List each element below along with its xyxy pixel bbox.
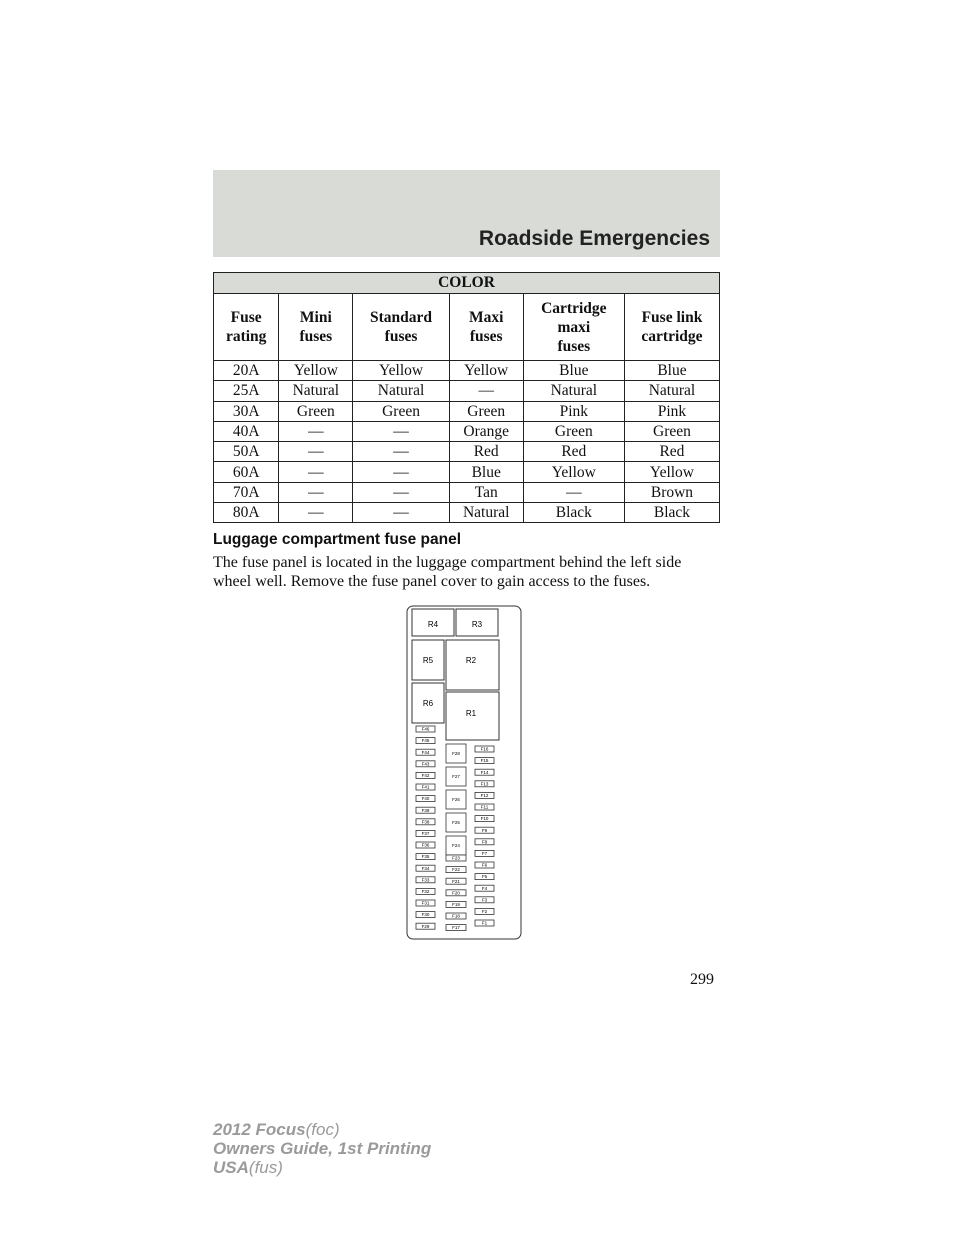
table-cell: Green (449, 401, 523, 421)
table-cell: — (279, 482, 353, 502)
table-cell: Blue (449, 462, 523, 482)
column-header-line: Standard (370, 309, 433, 326)
column-header-line: fuses (299, 328, 333, 345)
relay-box-r2 (446, 640, 499, 690)
fuse-label: F8 (481, 839, 488, 845)
fuse-label: F28 (452, 751, 460, 757)
fuse-label: F13 (480, 781, 489, 787)
table-cell: Blue (523, 361, 624, 381)
table-cell: — (353, 462, 449, 482)
footer-model: 2012 Focus (213, 1120, 306, 1139)
fuse-label: F44 (421, 749, 430, 755)
fuse-label: F19 (452, 902, 460, 907)
table-cell: 25A (214, 381, 279, 401)
relay-label-r6: R6 (422, 699, 434, 708)
relay-label-r3: R3 (471, 620, 483, 629)
column-header-line: cartridge (641, 328, 703, 345)
fuse-label: F16 (480, 746, 489, 752)
fuse-label: F45 (421, 738, 430, 744)
fuse-label: F42 (421, 773, 430, 778)
fuse-label: F20 (452, 890, 460, 896)
footer-model-code: (foc) (305, 1120, 340, 1139)
table-cell: Yellow (523, 462, 624, 482)
footer-line-3 (213, 1158, 431, 1177)
relay-label-r5: R5 (422, 656, 434, 665)
fuse-label: F27 (452, 774, 460, 780)
table-cell: Green (279, 401, 353, 421)
table-cell: Pink (523, 401, 624, 421)
table-cell: Natural (523, 381, 624, 401)
footer-market-code: (fus) (248, 1158, 283, 1177)
table-group-header: COLOR (214, 273, 720, 294)
fuse-label: F4 (481, 885, 488, 891)
table-cell: — (353, 482, 449, 502)
fuse-label: F29 (421, 923, 430, 929)
footer-line-1 (213, 1120, 431, 1139)
table-row (214, 381, 720, 401)
table-cell: Red (624, 442, 719, 462)
fuse-label: F34 (421, 865, 430, 871)
table-cell: Yellow (279, 361, 353, 381)
body-paragraph: The fuse panel is located in the luggage compartment behind the left side wheel well. Remove the fuse panel cover to gain access to the fuses. (213, 554, 682, 590)
table-cell: Green (624, 421, 719, 441)
table-cell: Yellow (353, 361, 449, 381)
table-cell: Brown (624, 482, 719, 502)
table-cell: Green (523, 421, 624, 441)
fuse-label: F7 (481, 851, 488, 856)
fuse-label: F41 (421, 784, 430, 790)
fuse-label: F21 (452, 878, 460, 884)
table-cell: Tan (449, 482, 523, 502)
footer-market: USA (213, 1158, 249, 1177)
relay-label-r4: R4 (427, 620, 439, 629)
fuse-label: F43 (421, 761, 430, 767)
table-cell: Red (449, 442, 523, 462)
table-cell: — (523, 482, 624, 502)
fuse-panel-diagram (406, 605, 522, 941)
column-header (214, 294, 279, 361)
table-row (214, 482, 720, 502)
fuse-label: F6 (481, 862, 488, 868)
fuse-label: F39 (421, 807, 430, 813)
fuse-label: F1 (481, 920, 488, 926)
table-cell: 60A (214, 462, 279, 482)
table-cell: Blue (624, 361, 719, 381)
fuse-label: F5 (481, 874, 488, 880)
column-header-line: fuses (469, 328, 503, 345)
fuse-label: F33 (421, 877, 430, 883)
column-header-line: maxi (557, 318, 591, 336)
table-column-header-row (214, 294, 720, 361)
fuse-label: F2 (481, 909, 488, 914)
column-header-line: Maxi (468, 309, 504, 326)
table-cell: Orange (449, 421, 523, 441)
fuse-label: F25 (452, 820, 460, 826)
column-header-line: fuses (557, 337, 591, 355)
table-cell: Yellow (624, 462, 719, 482)
table-cell: Green (353, 401, 449, 421)
table-row (214, 462, 720, 482)
table-cell: 50A (214, 442, 279, 462)
table-row (214, 442, 720, 462)
relay-label-r1: R1 (465, 709, 477, 718)
table-row (214, 401, 720, 421)
column-header-line: Mini (299, 309, 332, 326)
table-cell: 40A (214, 421, 279, 441)
table-body (214, 361, 720, 523)
table-cell: 70A (214, 482, 279, 502)
table-cell: — (353, 421, 449, 441)
fuse-label: F18 (452, 913, 460, 919)
fuse-label: F12 (480, 793, 489, 798)
fuse-label: F36 (421, 842, 430, 848)
table-cell: Yellow (449, 361, 523, 381)
fuse-label: F15 (480, 758, 489, 764)
table-cell: — (279, 442, 353, 462)
table-cell: — (279, 421, 353, 441)
column-header (353, 294, 449, 361)
fuse-label: F26 (452, 797, 460, 803)
fuse-color-table (213, 272, 720, 523)
table-cell: 30A (214, 401, 279, 421)
table-cell: Natural (624, 381, 719, 401)
table-cell: — (353, 503, 449, 523)
relay-label-r2: R2 (465, 656, 477, 665)
fuse-label: F35 (421, 854, 430, 860)
fuse-label: F32 (421, 889, 430, 894)
table-cell: Red (523, 442, 624, 462)
table-cell: — (353, 442, 449, 462)
column-header-line: Fuse (230, 309, 262, 326)
column-header (449, 294, 523, 361)
fuse-label: F40 (421, 796, 430, 802)
section-title: Roadside Emergencies (478, 227, 710, 250)
table-cell: Pink (624, 401, 719, 421)
fuse-label: F23 (452, 855, 460, 861)
column-header (624, 294, 719, 361)
table-cell: — (279, 503, 353, 523)
table-cell: — (279, 462, 353, 482)
column-header (523, 294, 624, 361)
column-header-line: fuses (384, 328, 418, 345)
section-header-band (213, 170, 720, 257)
footer (213, 1120, 431, 1177)
fuse-label: F30 (421, 912, 430, 918)
fuse-label: F38 (421, 819, 430, 825)
column-header-line: rating (225, 328, 267, 345)
table-cell: Black (523, 503, 624, 523)
table-cell: Natural (449, 503, 523, 523)
table-row (214, 421, 720, 441)
table-cell: 80A (214, 503, 279, 523)
subheading: Luggage compartment fuse panel (213, 531, 462, 548)
page-number: 299 (690, 971, 714, 988)
table-cell: Black (624, 503, 719, 523)
table-row (214, 361, 720, 381)
table-group-header-row (214, 273, 720, 294)
footer-line-2: Owners Guide, 1st Printing (213, 1139, 432, 1158)
table-cell: Natural (279, 381, 353, 401)
column-header (279, 294, 353, 361)
fuse-label: F46 (421, 726, 430, 732)
fuse-label: F22 (452, 867, 460, 873)
table-cell: — (449, 381, 523, 401)
column-header-line: Cartridge (541, 299, 607, 317)
table-cell: 20A (214, 361, 279, 381)
table-cell: Natural (353, 381, 449, 401)
fuse-label: F10 (480, 816, 489, 822)
column-header-line: Fuse link (641, 309, 703, 326)
fuse-label: F24 (452, 843, 460, 849)
fuse-label: F17 (452, 925, 460, 931)
table-row (214, 503, 720, 523)
fuse-label: F31 (421, 900, 430, 906)
fuse-label: F9 (481, 827, 488, 833)
fuse-label: F37 (421, 831, 430, 836)
fuse-label: F14 (480, 769, 489, 775)
fuse-label: F11 (480, 804, 489, 810)
fuse-label: F3 (481, 897, 488, 903)
